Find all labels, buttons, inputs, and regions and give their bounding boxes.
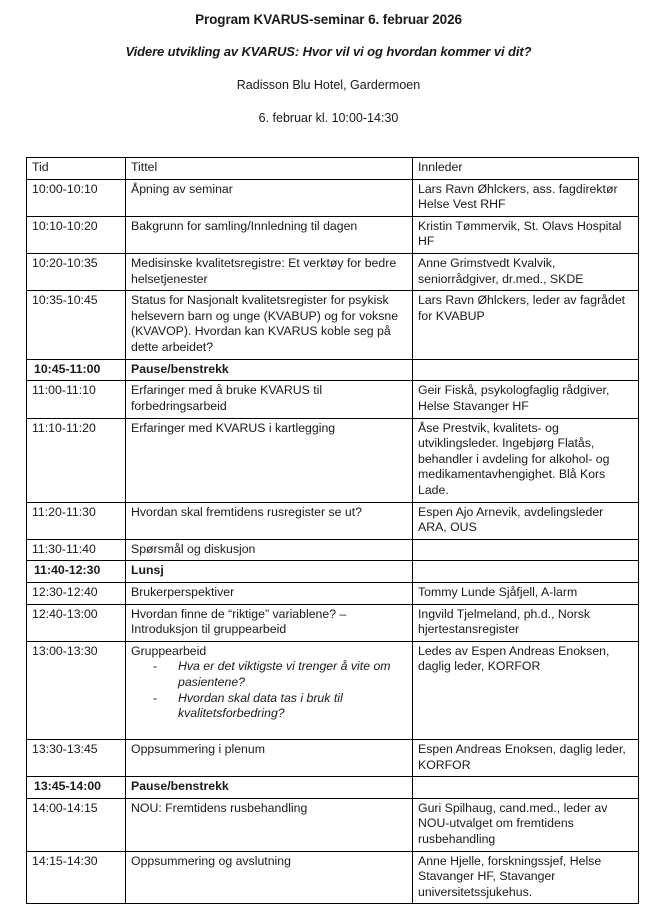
cell-time: 12:40-13:00	[27, 604, 126, 641]
cell-time: 13:30-13:45	[27, 739, 126, 776]
column-header-tittel: Tittel	[126, 158, 413, 180]
cell-time: 11:10-11:20	[27, 418, 126, 502]
cell-speaker	[413, 777, 639, 799]
list-item-label: Hva er det viktigste vi trenger å vite om pasientene?	[178, 659, 391, 690]
table-row	[27, 539, 639, 561]
cell-time: 14:15-14:30	[27, 851, 126, 904]
cell-title-text: Oppsummering og avslutning	[131, 853, 291, 868]
cell-speaker: Lars Ravn Øhlckers, ass. fagdirektør Helse Vest RHF	[413, 179, 639, 216]
cell-title-text: Erfaringer med KVARUS i kartlegging	[131, 420, 336, 435]
cell-speaker: Anne Grimstvedt Kvalvik, seniorrådgiver, dr.med., SKDE	[413, 254, 639, 291]
table-row	[27, 216, 639, 253]
cell-title	[126, 583, 413, 605]
cell-title	[126, 539, 413, 561]
table-row	[27, 291, 639, 359]
cell-time: 10:45-11:00	[27, 359, 126, 381]
cell-title	[126, 851, 413, 904]
document-subtitle: Videre utvikling av KVARUS: Hvor vil vi og hvordan kommer vi dit?	[125, 44, 532, 60]
cell-title-text: Oppsummering i plenum	[131, 741, 265, 756]
cell-title-text: Hvordan finne de “riktige” variablene? – Introduksjon til gruppearbeid	[131, 606, 347, 637]
list-item	[131, 659, 407, 690]
cell-speaker: Guri Spilhaug, cand.med., leder av NOU-utvalget om fremtidens rusbehandling	[413, 798, 639, 851]
cell-speaker: Geir Fiskå, psykologfaglig rådgiver, Helse Stavanger HF	[413, 381, 639, 418]
document-venue: Radisson Blu Hotel, Gardermoen	[236, 77, 421, 92]
bullet-dash-icon: -	[153, 690, 158, 705]
table-row	[27, 418, 639, 502]
cell-speaker: Kristin Tømmervik, St. Olavs Hospital HF	[413, 216, 639, 253]
cell-title-text: NOU: Fremtidens rusbehandling	[131, 800, 308, 815]
cell-title-text: Medisinske kvalitetsregistre: Et verktøy for bedre helsetjenester	[131, 256, 397, 286]
program-table-wrapper	[26, 157, 638, 904]
table-row	[27, 561, 639, 583]
cell-time: 10:35-10:45	[27, 291, 126, 359]
cell-title	[126, 604, 413, 641]
page-title: Program KVARUS-seminar 6. februar 2026	[195, 12, 462, 27]
cell-title	[126, 254, 413, 291]
cell-title-text: Lunsj	[131, 563, 164, 578]
table-row	[27, 851, 639, 904]
table-body	[27, 179, 639, 904]
cell-time: 10:00-10:10	[27, 179, 126, 216]
cell-title	[126, 216, 413, 253]
cell-title-text: Gruppearbeid	[131, 643, 207, 658]
cell-time: 11:20-11:30	[27, 502, 126, 539]
program-table	[26, 157, 639, 904]
cell-speaker: Tommy Lunde Sjåfjell, A-larm	[413, 583, 639, 605]
cell-speaker: Anne Hjelle, forskningssjef, Helse Stavanger HF, Stavanger universitetssjukehus.	[413, 851, 639, 904]
cell-speaker: Espen Ajo Arnevik, avdelingsleder ARA, OUS	[413, 502, 639, 539]
title-sublist	[131, 659, 407, 721]
bullet-dash-icon: -	[153, 659, 158, 674]
table-row	[27, 739, 639, 776]
cell-time: 13:00-13:30	[27, 641, 126, 739]
cell-title	[126, 179, 413, 216]
table-row	[27, 604, 639, 641]
cell-title-text: Status for Nasjonalt kvalitetsregister for psykisk helsevern barn og unge (KVABUP) og for voksne (KVAVOP). Hvordan kan KVARUS koble seg på dette arbeidet?	[131, 293, 399, 355]
cell-title-text: Spørsmål og diskusjon	[131, 541, 256, 556]
document-datetime: 6. februar kl. 10:00-14:30	[258, 110, 399, 125]
cell-title-text: Bakgrunn for samling/Innledning til dagen	[131, 218, 358, 233]
cell-title-text: Erfaringer med å bruke KVARUS til forbedringsarbeid	[131, 383, 323, 413]
cell-title	[126, 502, 413, 539]
cell-time: 11:00-11:10	[27, 381, 126, 418]
cell-speaker	[413, 561, 639, 583]
cell-title-text: Pause/benstrekk	[131, 779, 229, 794]
cell-title	[126, 777, 413, 799]
cell-spacer	[131, 722, 407, 736]
cell-time: 10:20-10:35	[27, 254, 126, 291]
list-item-label: Hvordan skal data tas i bruk til kvalitetsforbedring?	[178, 690, 343, 721]
cell-time: 13:45-14:00	[27, 777, 126, 799]
cell-speaker: Espen Andreas Enoksen, daglig leder, KORFOR	[413, 739, 639, 776]
cell-time: 12:30-12:40	[27, 583, 126, 605]
table-head	[27, 158, 639, 180]
column-header-innleder: Innleder	[413, 158, 639, 180]
list-item	[131, 691, 407, 722]
cell-speaker	[413, 539, 639, 561]
cell-speaker: Åse Prestvik, kvalitets- og utviklingsleder. Ingebjørg Flatås, behandler i avdeling for alkohol- og medikamentavhengighet. Blå Kors Lade.	[413, 418, 639, 502]
cell-title-text: Åpning av seminar	[131, 181, 233, 196]
cell-time: 14:00-14:15	[27, 798, 126, 851]
cell-speaker: Ingvild Tjelmeland, ph.d., Norsk hjertestansregister	[413, 604, 639, 641]
cell-speaker	[413, 359, 639, 381]
cell-title-text: Pause/benstrekk	[131, 361, 229, 376]
cell-time: 10:10-10:20	[27, 216, 126, 253]
cell-title	[126, 641, 413, 739]
cell-title	[126, 418, 413, 502]
table-row	[27, 583, 639, 605]
cell-title-text: Hvordan skal fremtidens rusregister se ut?	[131, 504, 363, 519]
table-header-row	[27, 158, 639, 180]
cell-title	[126, 561, 413, 583]
column-header-tid: Tid	[27, 158, 126, 180]
table-row	[27, 777, 639, 799]
cell-time: 11:40-12:30	[27, 561, 126, 583]
table-row	[27, 381, 639, 418]
table-row	[27, 798, 639, 851]
cell-title	[126, 798, 413, 851]
cell-speaker: Lars Ravn Øhlckers, leder av fagrådet for KVABUP	[413, 291, 639, 359]
table-row	[27, 254, 639, 291]
cell-title	[126, 739, 413, 776]
table-row	[27, 641, 639, 739]
cell-title	[126, 381, 413, 418]
cell-title-text: Brukerperspektiver	[131, 585, 235, 600]
table-row	[27, 502, 639, 539]
cell-speaker: Ledes av Espen Andreas Enoksen, daglig leder, KORFOR	[413, 641, 639, 739]
document-header	[0, 0, 657, 126]
cell-title	[126, 359, 413, 381]
cell-time: 11:30-11:40	[27, 539, 126, 561]
cell-title	[126, 291, 413, 359]
table-row	[27, 179, 639, 216]
table-row	[27, 359, 639, 381]
